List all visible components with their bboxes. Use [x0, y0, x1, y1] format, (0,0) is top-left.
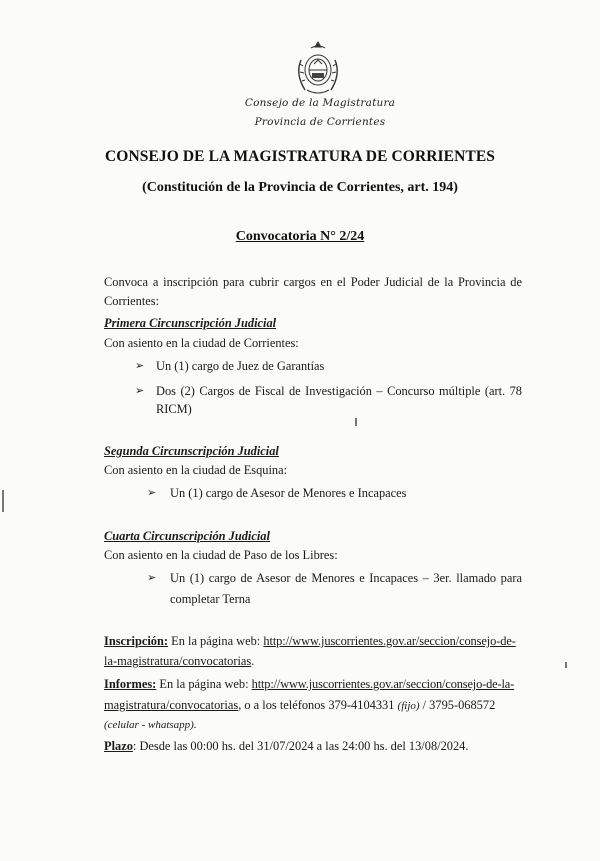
- circ2-heading: Segunda Circunscripción Judicial: [104, 444, 279, 458]
- scan-mark: [355, 418, 357, 426]
- bullet-arrow-icon: ➢: [135, 385, 145, 397]
- council-name-line2: Provincia de Corrientes: [254, 116, 386, 128]
- plazo-label: Plazo: [104, 739, 133, 753]
- circ1-heading: Primera Circunscripción Judicial: [104, 316, 277, 330]
- bullet-arrow-icon: ➢: [147, 572, 157, 584]
- inscripcion-text: En la página web:: [171, 634, 261, 648]
- intro-line1: Convoca a inscripción para cubrir cargos en el Poder Judicial de la Provincia de: [104, 275, 522, 289]
- informes-celular-note: (celular - whatsapp).: [104, 719, 197, 731]
- circ1-item2-line1: Dos (2) Cargos de Fiscal de Investigación – Concurso múltiple (art. 78: [156, 384, 522, 398]
- inscripcion-line1: [104, 633, 522, 649]
- intro-line2: Corrientes:: [104, 294, 160, 308]
- inscripcion-url-line1[interactable]: http://www.juscorrientes.gov.ar/seccion/consejo-de-: [263, 634, 516, 648]
- circ2-seat: Con asiento en la ciudad de Esquina:: [104, 463, 288, 477]
- bullet-arrow-icon: ➢: [147, 487, 157, 499]
- scan-mark: [2, 490, 4, 512]
- circ1-item2-line2: RICM): [156, 402, 192, 416]
- informes-url-line2[interactable]: magistratura/convocatorias: [104, 698, 239, 712]
- inscripcion-period: .: [251, 654, 255, 668]
- plazo-text: : Desde las 00:00 hs. del 31/07/2024 a las 24:00 hs. del 13/08/2024.: [132, 739, 469, 753]
- council-name-line1: Consejo de la Magistratura: [244, 97, 396, 109]
- circ1-seat: Con asiento en la ciudad de Corrientes:: [104, 336, 299, 350]
- plazo-line: [104, 738, 468, 754]
- informes-fijo-note: (fijo): [397, 700, 420, 712]
- convocatoria-number: Convocatoria N° 2/24: [235, 229, 365, 244]
- circ4-item1-line2: completar Terna: [170, 592, 251, 606]
- coat-of-arms-seal: [293, 40, 343, 96]
- circ1-item1: Un (1) cargo de Juez de Garantías: [156, 359, 325, 373]
- informes-line3: [104, 716, 197, 733]
- inscripcion-url-line2[interactable]: la-magistratura/convocatorias: [104, 654, 252, 668]
- informes-text: En la página web:: [159, 677, 249, 691]
- circ4-heading: Cuarta Circunscripción Judicial: [104, 529, 270, 543]
- informes-line2: [104, 697, 495, 714]
- document-subtitle: (Constitución de la Provincia de Corrientes, art. 194): [142, 180, 458, 195]
- inscripcion-label: Inscripción:: [104, 634, 169, 648]
- circ4-item1-line1: Un (1) cargo de Asesor de Menores e Incapaces – 3er. llamado para: [170, 571, 522, 585]
- scan-mark: [565, 662, 567, 668]
- informes-label: Informes:: [104, 677, 157, 691]
- document-title: CONSEJO DE LA MAGISTRATURA DE CORRIENTES: [105, 148, 495, 165]
- informes-phone-mobile: / 3795-068572: [419, 698, 496, 712]
- bullet-arrow-icon: ➢: [135, 360, 145, 372]
- informes-phone-fixed: , o a los teléfonos 379-4104331: [238, 698, 395, 712]
- informes-line1: [104, 676, 522, 692]
- inscripcion-line2: [104, 653, 254, 669]
- informes-url-line1[interactable]: http://www.juscorrientes.gov.ar/seccion/consejo-de-la-: [251, 677, 515, 691]
- circ2-item1: Un (1) cargo de Asesor de Menores e Incapaces: [170, 486, 407, 500]
- circ4-seat: Con asiento en la ciudad de Paso de los Libres:: [104, 548, 338, 562]
